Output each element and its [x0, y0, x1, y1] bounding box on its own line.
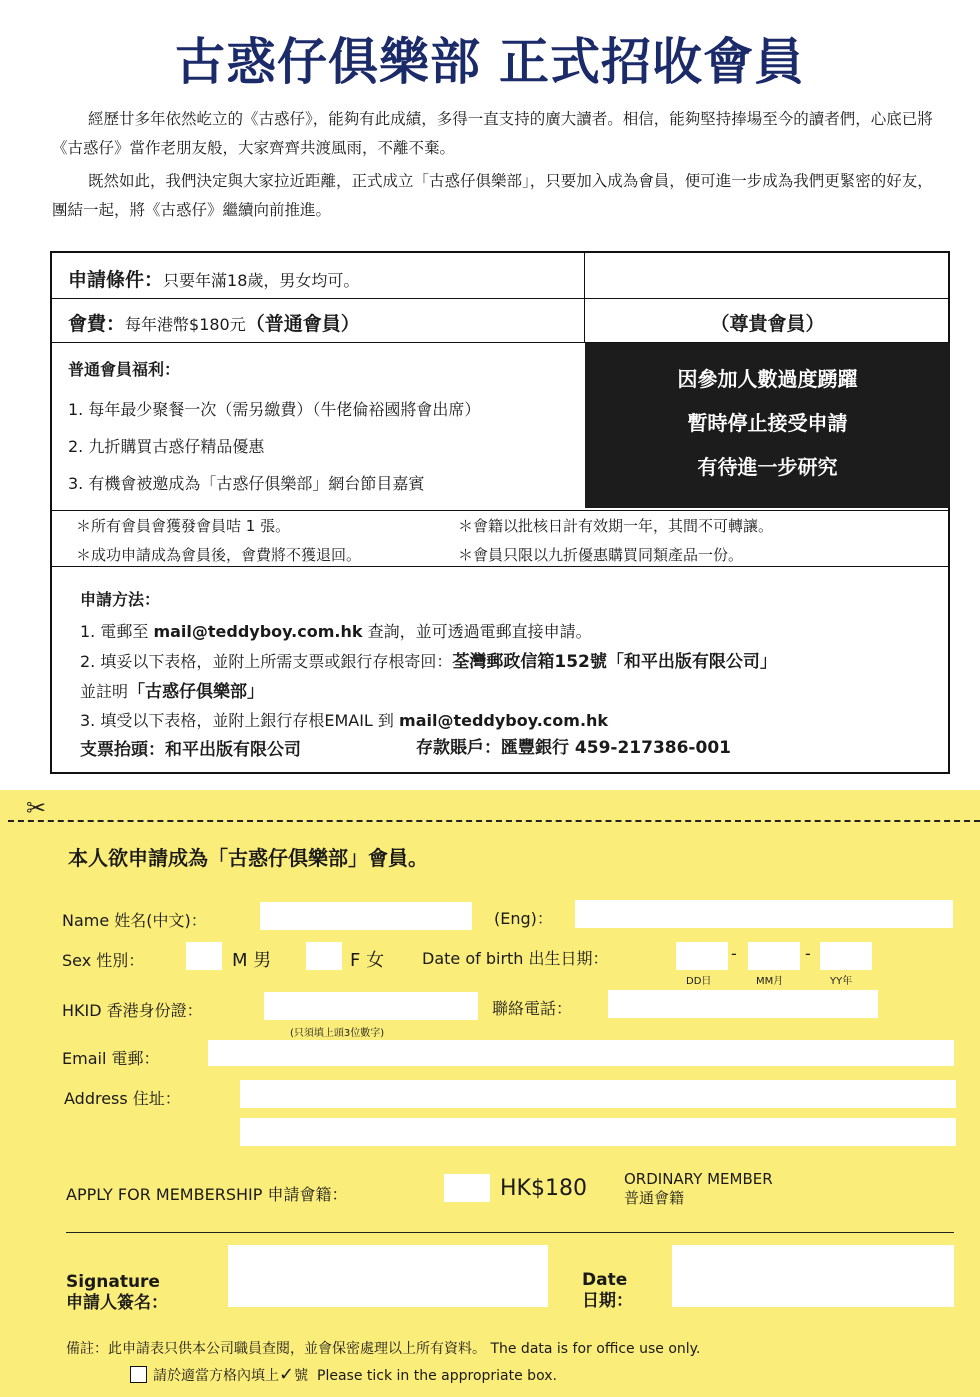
- bank-account: 存款賬戶：匯豐銀行 459-217386-001: [416, 738, 731, 758]
- dob-year-field[interactable]: [820, 942, 872, 970]
- note-item: ＊成功申請成為會員後，會費將不獲退回。: [76, 546, 362, 564]
- member-type-zh: 普通會籍: [624, 1189, 685, 1207]
- address-label: Address 住址：: [64, 1089, 181, 1108]
- conditions-row: [68, 265, 359, 292]
- date-field[interactable]: [672, 1245, 954, 1307]
- dob-month-field[interactable]: [748, 942, 800, 970]
- signature-label-zh: 申請人簽名：: [66, 1293, 168, 1313]
- notice-line: 有待進一步研究: [697, 455, 838, 479]
- signature-field[interactable]: [228, 1245, 548, 1307]
- email-field[interactable]: [208, 1040, 954, 1066]
- method-line-2: [80, 647, 777, 672]
- divider: [52, 510, 948, 511]
- intro-paragraph-1: 經歷廿多年依然屹立的《古惑仔》，能夠有此成績，多得一直支持的廣大讀者。相信，能夠堅持捧場至今的讀者們，心底已將《古惑仔》當作老朋友般，大家齊齊共渡風雨，不離不棄。: [52, 110, 933, 157]
- divider: [52, 298, 948, 299]
- notice-line: 因參加人數過度踴躍: [677, 367, 858, 391]
- membership-label: APPLY FOR MEMBERSHIP 申請會籍：: [66, 1185, 348, 1204]
- page-title: [0, 22, 980, 94]
- premium-suspended-notice: [585, 343, 950, 508]
- membership-checkbox[interactable]: [444, 1174, 490, 1202]
- member-type-en: ORDINARY MEMBER: [624, 1170, 773, 1188]
- female-label: F 女: [350, 950, 385, 971]
- membership-info-box: [50, 251, 950, 774]
- name-chinese-field[interactable]: [260, 902, 472, 930]
- mm-hint: MM月: [756, 976, 784, 987]
- membership-price: HK$180: [500, 1176, 587, 1201]
- scissors-icon: ✂: [26, 794, 47, 822]
- fee-value: 每年港幣$180元: [125, 315, 246, 334]
- tick-note-zh2: 號: [294, 1368, 309, 1384]
- fee-tier: （普通會員）: [245, 313, 360, 335]
- conditions-label: 申請條件：: [68, 269, 164, 291]
- date-label-zh: 日期：: [582, 1291, 633, 1311]
- method-text: 2. 填妥以下表格，並附上所需支票或銀行存根寄回：: [80, 652, 453, 671]
- benefit-item: 3. 有機會被邀成為「古惑仔俱樂部」網台節目嘉賓: [68, 474, 425, 493]
- divider: [52, 566, 948, 567]
- remark-text: 備註：此申請表只供本公司職員查閱，並會保密處理以上所有資料。 The data is for office use only.: [66, 1341, 701, 1357]
- application-form: [0, 790, 980, 1397]
- fee-row: [68, 309, 360, 336]
- method-text: 3. 填受以下表格，並附上銀行存根EMAIL 到: [80, 711, 394, 730]
- tick-note: [130, 1364, 557, 1385]
- dob-label: Date of birth 出生日期：: [422, 949, 609, 968]
- method-text: 並註明: [80, 682, 129, 701]
- sample-checkbox: [130, 1366, 147, 1383]
- submit-email-link[interactable]: mail@teddyboy.com.hk: [399, 711, 609, 730]
- dob-day-field[interactable]: [676, 942, 728, 970]
- phone-field[interactable]: [608, 990, 878, 1018]
- mailing-address: 荃灣郵政信箱152號「和平出版有限公司」: [452, 652, 777, 672]
- benefits-heading: 普通會員福利：: [68, 360, 181, 379]
- male-label: M 男: [232, 950, 272, 971]
- date-label: [582, 1270, 633, 1312]
- address-line-2-field[interactable]: [240, 1118, 956, 1146]
- cheque-payee: 支票抬頭：和平出版有限公司: [80, 740, 301, 760]
- sex-label: Sex 性別：: [62, 951, 145, 970]
- note-item: ＊會籍以批核日計有效期一年，其間不可轉讓。: [458, 517, 774, 535]
- method-line-3: [80, 708, 608, 731]
- premium-member-label: （尊貴會員）: [710, 313, 825, 335]
- email-label: Email 電郵：: [62, 1049, 160, 1068]
- notice-line: 暫時停止接受申請: [687, 411, 848, 435]
- name-label: Name 姓名(中文)：: [62, 911, 207, 930]
- hkid-field[interactable]: [264, 992, 478, 1020]
- benefit-item: 1. 每年最少聚餐一次（需另繳費）（牛佬倫裕國將會出席）: [68, 400, 481, 419]
- method-text: 1. 電郵至: [80, 622, 149, 641]
- fee-label: 會費：: [68, 313, 126, 335]
- contact-email-link[interactable]: mail@teddyboy.com.hk: [153, 622, 363, 641]
- signature-label-en: Signature: [66, 1272, 160, 1292]
- hkid-label: HKID 香港身份證：: [62, 1001, 203, 1020]
- note-item: ＊會員只限以九折優惠購買同類產品一份。: [458, 546, 744, 564]
- intro-text: [52, 105, 942, 225]
- method-text: 查詢，並可透過電郵直接申請。: [367, 622, 592, 641]
- conditions-value: 只要年滿18歲，男女均可。: [163, 271, 360, 290]
- method-line-1: [80, 619, 592, 642]
- method-line-2b: [80, 677, 264, 702]
- hkid-hint: (只須填上頭3位數字): [290, 1028, 385, 1039]
- method-heading: 申請方法：: [80, 590, 161, 609]
- phone-label: 聯絡電話：: [492, 999, 573, 1018]
- intro-paragraph-2: 既然如此，我們決定與大家拉近距離，正式成立「古惑仔俱樂部」，只要加入成為會員，便可進一步成為我們更緊密的好友，團結一起，將《古惑仔》繼續向前推進。: [52, 172, 933, 219]
- form-heading: 本人欲申請成為「古惑仔俱樂部」會員。: [68, 846, 428, 870]
- eng-name-label: (Eng)：: [494, 909, 553, 928]
- tick-note-en: Please tick in the appropriate box.: [317, 1368, 557, 1384]
- cut-line: [8, 820, 980, 822]
- signature-label: [66, 1272, 168, 1314]
- note-item: ＊所有會員會獲發會員咭 1 張。: [76, 517, 291, 535]
- title-recruiting: 正式招收會員: [499, 33, 805, 91]
- title-club-name: 古惑仔俱樂部: [175, 33, 481, 91]
- dash: -: [805, 944, 811, 963]
- divider: [66, 1232, 954, 1233]
- benefit-item: 2. 九折購買古惑仔精品優惠: [68, 437, 265, 456]
- membership-type: [624, 1170, 773, 1208]
- dd-hint: DD日: [686, 976, 712, 987]
- name-english-field[interactable]: [575, 900, 953, 928]
- date-label-en: Date: [582, 1270, 628, 1290]
- check-mark-icon: ✓: [279, 1364, 295, 1385]
- address-line-1-field[interactable]: [240, 1080, 956, 1108]
- dash: -: [731, 944, 737, 963]
- yy-hint: YY年: [830, 976, 853, 987]
- tick-note-zh: 請於適當方格內填上: [153, 1368, 279, 1384]
- remark-club-name: 「古惑仔俱樂部」: [128, 682, 265, 702]
- sex-female-checkbox[interactable]: [306, 942, 342, 970]
- sex-male-checkbox[interactable]: [186, 942, 222, 970]
